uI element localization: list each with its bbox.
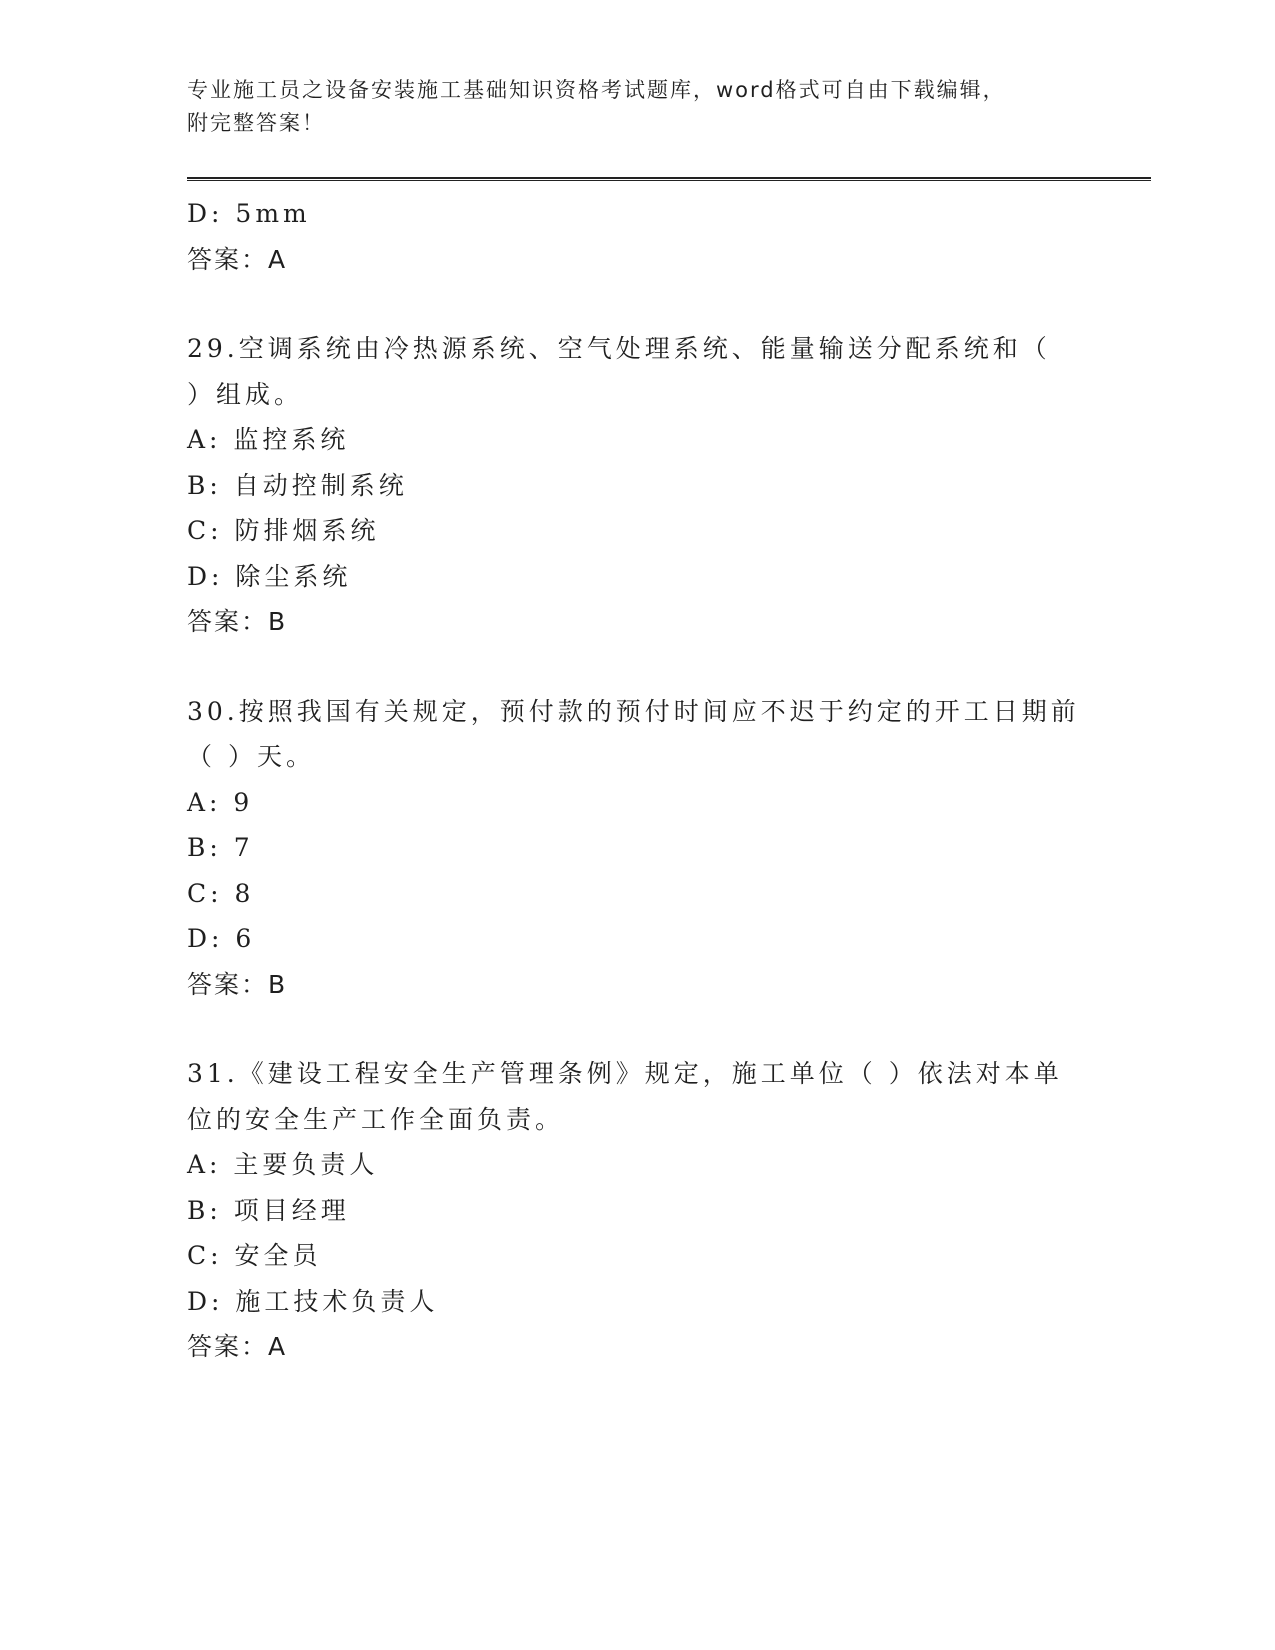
answer-line: 答案：A — [187, 1332, 288, 1361]
question-stem-line-1: 31.《建设工程安全生产管理条例》规定，施工单位（ ）依法对本单 — [187, 1059, 1063, 1088]
answer-line: 答案：B — [187, 607, 288, 636]
option-d: D: 6 — [187, 924, 256, 953]
question-30 — [187, 689, 1087, 1008]
spacer — [187, 282, 1087, 326]
option-c: C: 防排烟系统 — [187, 516, 380, 545]
question-list — [187, 191, 1087, 1370]
header-divider — [187, 177, 1151, 181]
option-b: B: 7 — [187, 833, 254, 862]
question-29 — [187, 326, 1087, 645]
option-d: D: 除尘系统 — [187, 561, 352, 591]
option-b: B: 项目经理 — [187, 1195, 350, 1225]
option-a: A: 主要负责人 — [187, 1150, 379, 1179]
document-header — [187, 74, 1087, 140]
option-a: A: 监控系统 — [187, 425, 350, 454]
question-stem-line-1: 30.按照我国有关规定，预付款的预付时间应不迟于约定的开工日期前 — [187, 696, 1080, 726]
answer-line: 答案：B — [187, 969, 288, 999]
question-31 — [187, 1051, 1087, 1370]
question-stem-line-2: 位的安全生产工作全面负责。 — [187, 1104, 565, 1134]
option-c: C: 安全员 — [187, 1241, 322, 1270]
option-a: A: 9 — [187, 787, 254, 817]
option-d: D: 5mm — [187, 199, 311, 228]
spacer — [187, 645, 1087, 689]
option-b: B: 自动控制系统 — [187, 470, 408, 500]
spacer — [187, 1007, 1087, 1051]
header-line-1: 专业施工员之设备安装施工基础知识资格考试题库，word格式可自由下载编辑， — [187, 78, 1006, 102]
header-line-2: 附完整答案！ — [187, 111, 325, 135]
question-stem-line-2: （ ）天。 — [187, 742, 315, 771]
question-stem-line-2: ）组成。 — [187, 379, 304, 409]
question-stem-line-1: 29.空调系统由冷热源系统、空气处理系统、能量输送分配系统和（ — [187, 334, 1051, 363]
option-c: C: 8 — [187, 878, 255, 908]
answer-line: 答案：A — [187, 244, 288, 274]
option-d: D: 施工技术负责人 — [187, 1286, 439, 1316]
previous-question-tail — [187, 191, 1087, 282]
